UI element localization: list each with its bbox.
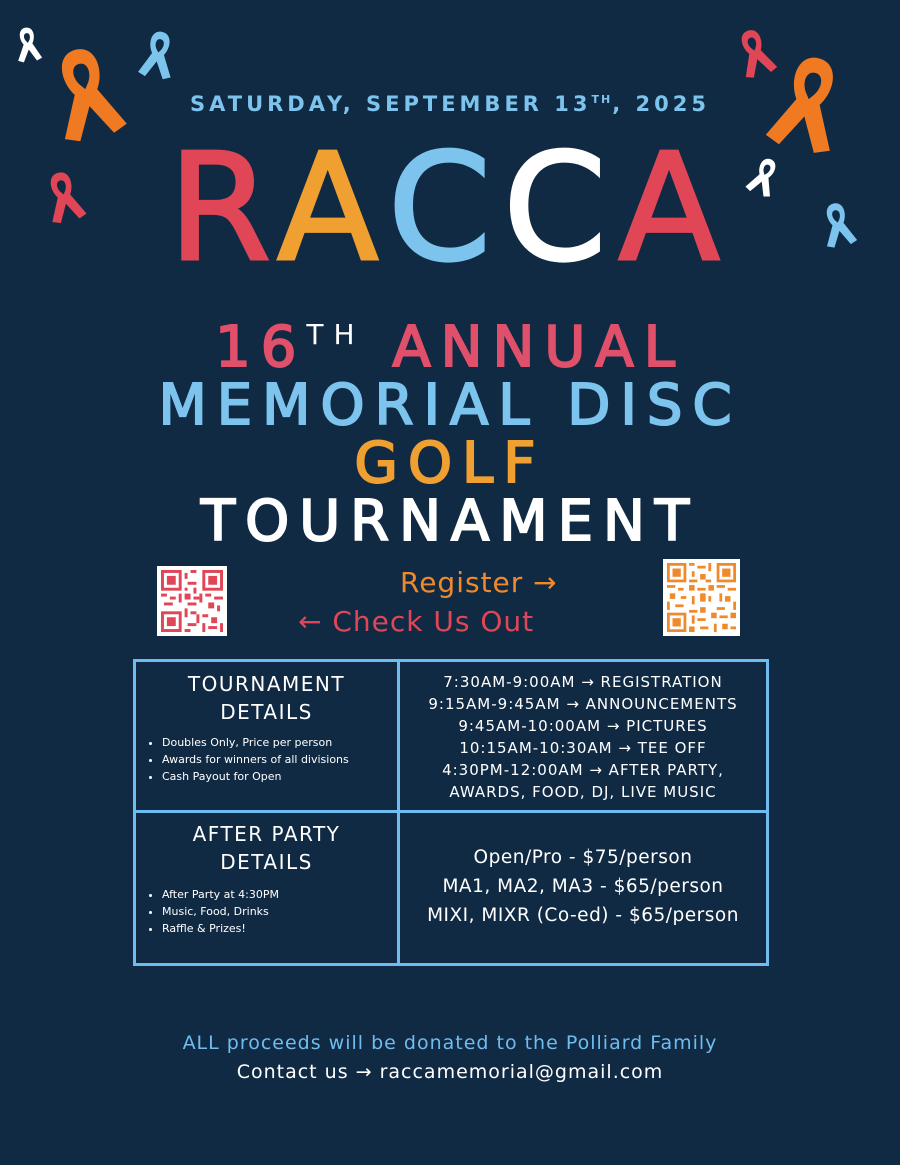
racca-letter: C <box>387 122 504 294</box>
event-date-main: SATURDAY, SEPTEMBER 13 <box>190 92 592 116</box>
awareness-ribbon-icon <box>138 29 179 81</box>
tournament-details-heading <box>136 670 397 726</box>
awareness-ribbon-icon <box>14 26 43 63</box>
after-party-heading-line-2: DETAILS <box>220 850 313 874</box>
price-item: MIXI, MIXR (Co-ed) - $65/person <box>427 905 739 926</box>
qr-code-pattern <box>667 563 736 632</box>
register-link[interactable]: Register → <box>400 566 558 599</box>
price-item: Open/Pro - $75/person <box>473 847 693 868</box>
pricing-cell <box>400 843 766 930</box>
list-item: • Doubles Only, Price per person <box>162 734 397 751</box>
schedule-cell <box>400 671 766 803</box>
awareness-ribbon-icon <box>732 26 778 80</box>
title-line-4: TOURNAMENT <box>200 489 700 554</box>
list-item: • Raffle & Prizes! <box>162 920 397 937</box>
check-us-out-link[interactable]: ← Check Us Out <box>298 605 535 638</box>
list-item: • Cash Payout for Open <box>162 768 397 785</box>
event-date-ordinal: TH <box>591 93 613 106</box>
schedule-item: 9:45AM-10:00AM → PICTURES <box>458 717 708 735</box>
title-line-1 <box>0 306 900 380</box>
schedule-item: 7:30AM-9:00AM → REGISTRATION <box>443 673 723 691</box>
racca-letter: A <box>618 122 732 294</box>
schedule-item: 10:15AM-10:30AM → TEE OFF <box>459 739 707 757</box>
title-ordinal-suffix: TH <box>306 318 365 351</box>
qr-code-pattern <box>161 570 223 632</box>
title-annual: ANNUAL <box>392 315 685 380</box>
tournament-details-cell <box>136 670 397 785</box>
qr-code-icon[interactable] <box>157 566 227 636</box>
event-date-year: , 2025 <box>612 92 710 116</box>
after-party-heading-line-1: AFTER PARTY <box>192 822 341 846</box>
list-item: • Awards for winners of all divisions <box>162 751 397 768</box>
racca-letter: R <box>168 122 278 294</box>
schedule-item: 4:30PM-12:00AM → AFTER PARTY, <box>442 761 724 779</box>
title-line-3: GOLF <box>354 431 546 496</box>
racca-letter: C <box>503 122 619 294</box>
racca-letter: A <box>277 122 388 294</box>
list-item: • After Party at 4:30PM <box>162 886 397 903</box>
schedule-item: 9:15AM-9:45AM → ANNOUNCEMENTS <box>428 695 738 713</box>
tournament-details-list <box>144 734 397 785</box>
racca-title <box>0 122 900 294</box>
title-ordinal-number: 16 <box>215 315 307 380</box>
tournament-title <box>0 306 900 554</box>
price-item: MA1, MA2, MA3 - $65/person <box>442 876 724 897</box>
after-party-heading <box>136 820 397 876</box>
event-date <box>0 92 900 116</box>
proceeds-note: ALL proceeds will be donated to the Polliard Family <box>182 1032 718 1054</box>
after-party-list <box>144 886 397 937</box>
title-line-2: MEMORIAL DISC <box>158 373 742 438</box>
contact-email-link[interactable]: Contact us → raccamemorial@gmail.com <box>236 1061 664 1083</box>
schedule-item: AWARDS, FOOD, DJ, LIVE MUSIC <box>449 783 717 801</box>
after-party-details-cell <box>136 820 397 937</box>
list-item: • Music, Food, Drinks <box>162 903 397 920</box>
tournament-heading-line-1: TOURNAMENT <box>187 672 346 696</box>
table-divider-horizontal <box>133 810 769 813</box>
tournament-heading-line-2: DETAILS <box>220 700 313 724</box>
qr-code-icon[interactable] <box>663 559 740 636</box>
